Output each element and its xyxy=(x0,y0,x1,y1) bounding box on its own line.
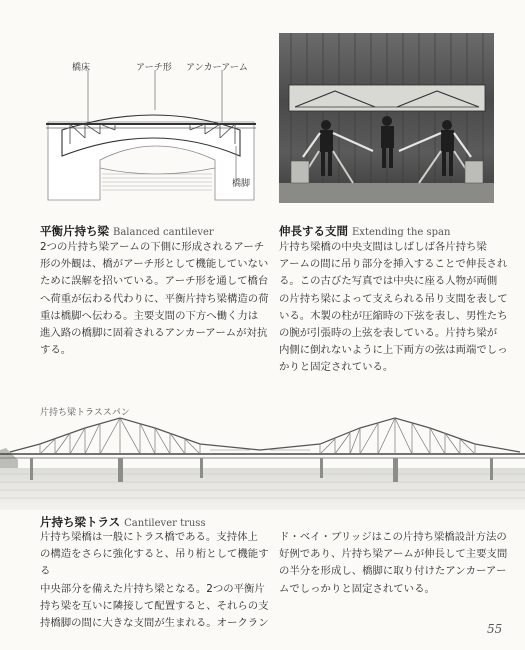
section-body-extending-span xyxy=(279,239,511,377)
body-line: ド・ベイ・ブリッジはこの片持ち梁橋設計方法の xyxy=(279,531,507,543)
label-deck: 橋床 xyxy=(72,63,91,73)
body-line: の片持ち梁によって支えられる吊り支間を表して xyxy=(279,292,508,305)
section-body-balanced-cantilever xyxy=(40,239,272,359)
heading-jp: 平衡片持ち梁 xyxy=(40,224,109,238)
body-line: ムでしっかりと固定されている。 xyxy=(279,582,435,595)
body-line: かりと固定されている。 xyxy=(279,361,394,374)
section-body-cantilever-truss-col1 xyxy=(40,529,272,632)
heading-jp: 片持ち梁トラス xyxy=(40,515,121,529)
body-line: へ荷重が伝わる代わりに、平衡片持ち梁構造の荷 xyxy=(40,292,269,305)
body-line: の構造をさらに強化すると、吊り桁として機能する xyxy=(40,548,269,578)
body-line: 進入路の橋脚に固着されるアンカーアームが対抗 xyxy=(40,327,268,340)
body-line: 内側に倒れないように上下両方の弦は両端でしっ xyxy=(279,344,508,357)
page-number: 55 xyxy=(487,622,503,636)
heading-jp: 伸長する支間 xyxy=(279,224,348,238)
truss-diagram-caption: 片持ち梁トラススパン xyxy=(40,408,130,418)
label-arch: アーチ形 xyxy=(136,63,172,73)
body-line: 中央部分を備えた片持ち梁となる。2つの平衡片 xyxy=(40,582,265,595)
heading-en: Balanced cantilever xyxy=(113,227,214,238)
label-anchor-arm: アンカーアーム xyxy=(186,63,248,73)
balanced-cantilever-drawing xyxy=(40,60,260,210)
body-line: アームの間に吊り部分を挿入することで伸長され xyxy=(279,258,508,271)
body-line: 片持ち梁橋の中央支間はしばしば各片持ち梁 xyxy=(279,241,487,253)
body-line: る。この古びた写真では中央に座る人物が両側 xyxy=(279,275,498,288)
cantilever-truss-drawing xyxy=(0,412,525,510)
cantilever-truss-diagram xyxy=(0,412,525,510)
body-line: の半分を形成し、橋脚に取り付けたアンカーアー xyxy=(279,565,507,578)
section-body-cantilever-truss-col2 xyxy=(279,529,511,598)
historic-photo-drawing xyxy=(279,33,494,203)
body-line: 片持ち梁橋は一般にトラス橋である。支持体上 xyxy=(40,531,258,543)
body-line: 形の外観は、橋がアーチ形として機能していない xyxy=(40,258,269,271)
body-line: 持橋脚の間に大きな支間が生まれる。オークラン xyxy=(40,617,269,630)
body-line: いる。木製の柱が圧縮時の下弦を表し、男性たち xyxy=(279,309,508,322)
heading-en: Extending the span xyxy=(352,227,451,238)
body-line: 重は橋脚へ伝わる。主要支間の下方へ働く力は xyxy=(40,309,259,322)
balanced-cantilever-diagram xyxy=(40,60,260,210)
body-line: 持ち梁を互いに隣接して配置すると、それらの支 xyxy=(40,599,269,612)
body-line: ために誤解を招いている。アーチ形を通して橋台 xyxy=(40,275,269,288)
body-line: の腕が引張時の上弦を表している。片持ち梁が xyxy=(279,327,498,340)
heading-en: Cantilever truss xyxy=(124,518,206,529)
section-heading-balanced-cantilever xyxy=(40,223,214,239)
label-pier: 橋脚 xyxy=(232,179,251,189)
body-line: する。 xyxy=(40,344,72,357)
body-line: 2つの片持ち梁アームの下側に形成されるアーチ xyxy=(40,241,265,253)
section-heading-cantilever-truss xyxy=(40,514,206,530)
historic-photo xyxy=(279,33,494,203)
section-heading-extending-span xyxy=(279,223,450,239)
body-line: 好例であり、片持ち梁アームが伸長して主要支間 xyxy=(279,548,508,561)
